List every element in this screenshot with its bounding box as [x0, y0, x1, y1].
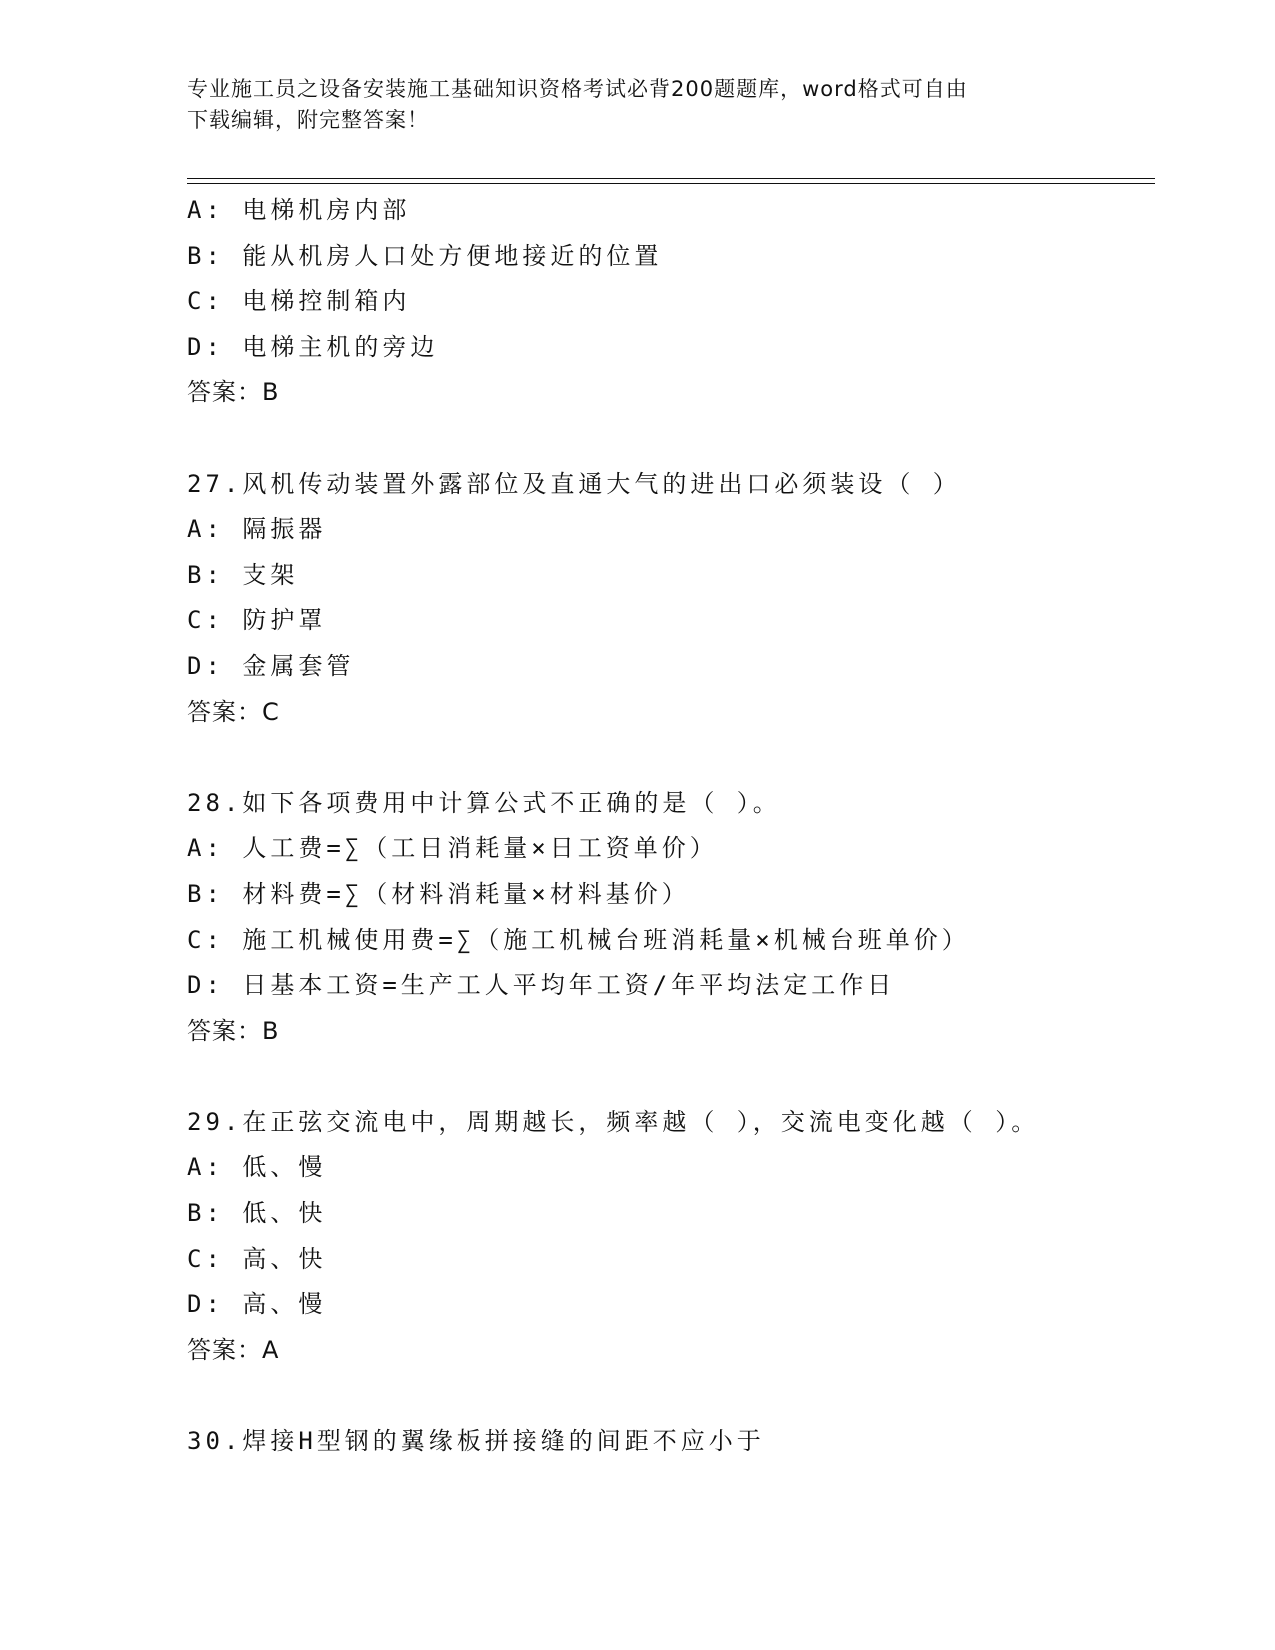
option-b: B: 能从机房人口处方便地接近的位置 [187, 241, 663, 270]
option-a: A: 电梯机房内部 [187, 196, 411, 224]
question-stem: 27.风机传动装置外露部位及直通大气的进出口必须装设（ ） [187, 469, 961, 498]
header-divider-bottom [187, 183, 1155, 184]
option-a: A: 低、慢 [187, 1153, 327, 1182]
question-block [187, 462, 1187, 736]
question-stem: 30.焊接H型钢的翼缘板拼接缝的间距不应小于 [187, 1427, 765, 1456]
option-d: D: 电梯主机的旁边 [187, 332, 439, 361]
option-a: A: 人工费=∑（工日消耗量×日工资单价） [187, 834, 718, 863]
spacer [187, 1373, 1187, 1419]
question-block [187, 188, 1187, 416]
option-b: B: 支架 [187, 560, 299, 589]
option-d: D: 金属套管 [187, 651, 355, 680]
answer-line: 答案：A [187, 1335, 280, 1364]
answer-line: 答案：B [187, 1016, 280, 1045]
option-c: C: 施工机械使用费=∑（施工机械台班消耗量×机械台班单价） [187, 925, 970, 954]
header-divider-top [187, 178, 1155, 179]
question-list [187, 188, 1187, 1465]
option-d: D: 高、慢 [187, 1290, 327, 1319]
option-c: C: 防护罩 [187, 606, 327, 635]
spacer [187, 1054, 1187, 1100]
answer-line: 答案：C [187, 697, 280, 726]
option-b: B: 低、快 [187, 1199, 327, 1228]
answer-line: 答案：B [187, 378, 280, 407]
document-header [187, 74, 1067, 136]
question-stem: 29.在正弦交流电中，周期越长，频率越（ ），交流电变化越（ ）。 [187, 1107, 1040, 1136]
question-block [187, 1419, 1187, 1465]
question-block [187, 1100, 1187, 1374]
header-line-1: 专业施工员之设备安装施工基础知识资格考试必背200题题库，word格式可自由 [187, 77, 968, 101]
question-block [187, 781, 1187, 1055]
question-stem: 28.如下各项费用中计算公式不正确的是（ ）。 [187, 788, 781, 817]
spacer [187, 735, 1187, 781]
option-a: A: 隔振器 [187, 515, 327, 544]
option-d: D: 日基本工资=生产工人平均年工资/年平均法定工作日 [187, 971, 896, 1000]
option-c: C: 电梯控制箱内 [187, 287, 411, 316]
header-line-2: 下载编辑，附完整答案！ [187, 108, 429, 132]
option-b: B: 材料费=∑（材料消耗量×材料基价） [187, 879, 690, 908]
option-c: C: 高、快 [187, 1244, 327, 1273]
spacer [187, 416, 1187, 462]
